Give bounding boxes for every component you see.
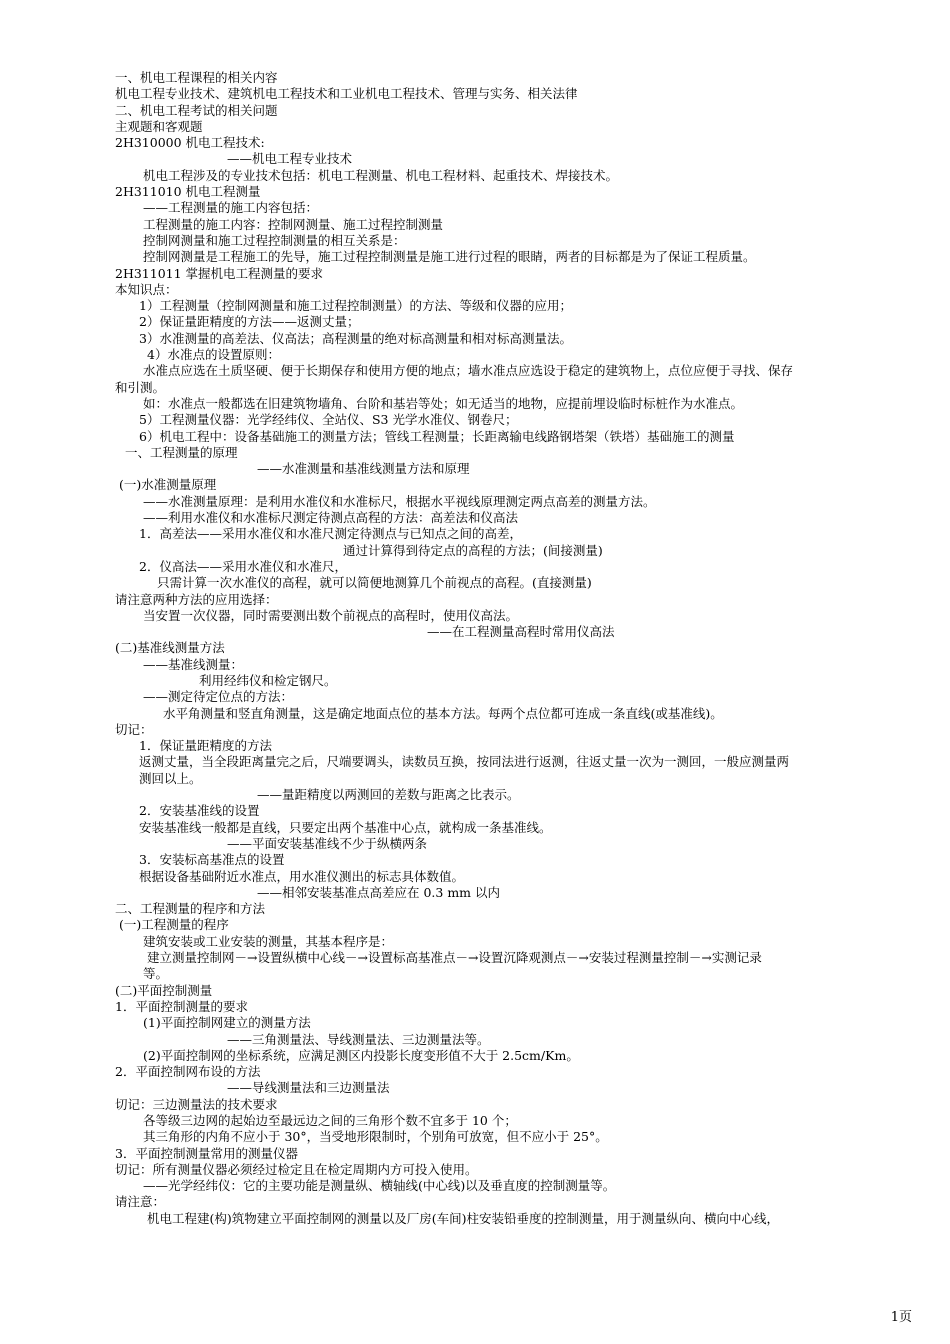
text-line: 机电工程专业技术、建筑机电工程技术和工业机电工程技术、管理与实务、相关法律 bbox=[115, 86, 578, 102]
text-line: 如：水准点一般都选在旧建筑物墙角、台阶和基岩等处；如无适当的地物，应提前埋设临时标桩作为水准点。 bbox=[143, 395, 744, 411]
text-line: 请注意： bbox=[115, 1194, 166, 1210]
text-line: 3．安装标高基准点的设置 bbox=[139, 852, 285, 868]
text-line: ——光学经纬仪：它的主要功能是测量纵、横轴线(中心线)以及垂直度的控制测量等。 bbox=[143, 1178, 616, 1194]
text-line: 二、机电工程考试的相关问题 bbox=[115, 102, 278, 118]
text-line: ——基准线测量： bbox=[143, 656, 244, 672]
text-line: 2．安装基准线的设置 bbox=[139, 803, 260, 819]
text-line: 建筑安装或工业安装的测量，其基本程序是： bbox=[143, 933, 394, 949]
text-line: ——工程测量的施工内容包括： bbox=[143, 200, 319, 216]
text-line: 3．平面控制测量常用的测量仪器 bbox=[115, 1145, 298, 1161]
text-line: 和引测。 bbox=[115, 379, 166, 395]
text-line: (二)基准线测量方法 bbox=[115, 640, 225, 656]
text-line: 二、工程测量的程序和方法 bbox=[115, 901, 266, 917]
text-line: 请注意两种方法的应用选择： bbox=[115, 591, 278, 607]
text-line: 2H310000 机电工程技术: bbox=[115, 135, 265, 151]
text-line: 6）机电工程中：设备基础施工的测量方法；管线工程测量；长距离输电线路钢塔架（铁塔）基础施工的测量 bbox=[139, 428, 735, 444]
text-line: 一、工程测量的原理 bbox=[125, 444, 238, 460]
text-line: 切记：所有测量仪器必须经过检定且在检定周期内方可投入使用。 bbox=[115, 1161, 478, 1177]
text-line: 水准点应选在土质坚硬、便于长期保存和使用方便的地点；墙水准点应选设于稳定的建筑物上，点位应便于寻找、保存 bbox=[143, 363, 794, 379]
text-line: ——利用水准仪和水准标尺测定待测点高程的方法：高差法和仪高法 bbox=[143, 510, 519, 526]
text-line: ——水准测量原理：是利用水准仪和水准标尺，根据水平视线原理测定两点高差的测量方法。 bbox=[143, 493, 656, 509]
text-line: 测回以上。 bbox=[139, 770, 202, 786]
text-line: 5）工程测量仪器：光学经纬仪、全站仪、S3 光学水准仪、钢卷尺； bbox=[139, 412, 518, 428]
text-line: ——相邻安装基准点高差应在 0.3 mm 以内 bbox=[257, 884, 501, 900]
text-line: ——三角测量法、导线测量法、三边测量法等。 bbox=[227, 1031, 490, 1047]
text-line: 1．高差法——采用水准仪和水准尺测定待测点与已知点之间的高差， bbox=[139, 526, 522, 542]
text-line: 等。 bbox=[143, 966, 169, 982]
text-line: 主观题和客观题 bbox=[115, 118, 203, 134]
text-line: 机电工程涉及的专业技术包括：机电工程测量、机电工程材料、起重技术、焊接技术。 bbox=[143, 167, 619, 183]
text-line: 控制网测量是工程施工的先导，施工过程控制测量是施工进行过程的眼睛，两者的目标都是为了保证工程质量。 bbox=[143, 249, 756, 265]
text-line: 2H311011 掌握机电工程测量的要求 bbox=[115, 265, 324, 281]
text-line: ——测定待定位点的方法： bbox=[143, 689, 294, 705]
text-line: ——机电工程专业技术 bbox=[227, 151, 353, 167]
text-line: ——水准测量和基准线测量方法和原理 bbox=[257, 461, 470, 477]
document-body bbox=[115, 70, 895, 1227]
text-line: 2）保证量距精度的方法——返测丈量； bbox=[139, 314, 360, 330]
text-line: 本知识点： bbox=[115, 281, 178, 297]
text-line: 2H311010 机电工程测量 bbox=[115, 184, 261, 200]
text-line: 建立测量控制网－→设置纵横中心线－→设置标高基准点－→设置沉降观测点－→安装过程测量控制－→实测记录 bbox=[147, 950, 762, 966]
text-line: 4）水准点的设置原则： bbox=[147, 347, 280, 363]
text-line: 通过计算得到待定点的高程的方法；(间接测量) bbox=[343, 542, 603, 558]
text-line: 2．平面控制网布设的方法 bbox=[115, 1064, 261, 1080]
text-line: (一)水准测量原理 bbox=[119, 477, 217, 493]
text-line: 机电工程建(构)筑物建立平面控制网的测量以及厂房(车间)柱安装铅垂度的控制测量，用于测量纵向、横向中心线， bbox=[147, 1210, 780, 1226]
text-line: 水平角测量和竖直角测量，这是确定地面点位的基本方法。每两个点位都可连成一条直线(或基准线)。 bbox=[163, 705, 723, 721]
page-number: 1页 bbox=[890, 1310, 912, 1325]
text-line: 当安置一次仪器，同时需要测出数个前视点的高程时，使用仪高法。 bbox=[143, 607, 519, 623]
text-line: 其三角形的内角不应小于 30°，当受地形限制时，个别角可放宽，但不应小于 25°。 bbox=[143, 1129, 608, 1145]
text-line: 控制网测量和施工过程控制测量的相互关系是： bbox=[143, 232, 406, 248]
text-line: 根据设备基础附近水准点，用水准仪测出的标志具体数值。 bbox=[139, 868, 465, 884]
text-line: 工程测量的施工内容：控制网测量、施工过程控制测量 bbox=[143, 216, 444, 232]
text-line: ——在工程测量高程时常用仪高法 bbox=[427, 624, 615, 640]
text-line: ——平面安装基准线不少于纵横两条 bbox=[227, 835, 428, 851]
text-line: ——量距精度以两测回的差数与距离之比表示。 bbox=[257, 787, 520, 803]
text-line: 1）工程测量（控制网测量和施工过程控制测量）的方法、等级和仪器的应用； bbox=[139, 298, 572, 314]
text-line: 利用经纬仪和检定钢尺。 bbox=[199, 672, 337, 688]
text-line: 各等级三边网的起始边至最远边之间的三角形个数不宜多于 10 个； bbox=[143, 1113, 517, 1128]
text-line: (1)平面控制网建立的测量方法 bbox=[143, 1015, 311, 1031]
text-line: 1．平面控制测量的要求 bbox=[115, 998, 248, 1014]
text-line: 一、机电工程课程的相关内容 bbox=[115, 70, 278, 85]
text-line: (2)平面控制网的坐标系统，应满足测区内投影长度变形值不大于 2.5cm/Km。 bbox=[143, 1047, 579, 1063]
text-line: (一)工程测量的程序 bbox=[119, 917, 229, 933]
text-line: 切记：三边测量法的技术要求 bbox=[115, 1096, 278, 1112]
text-line: 返测丈量，当全段距离量完之后，尺端要调头，读数员互换，按同法进行返测，往返丈量一次为一测回，一般应测量两 bbox=[139, 754, 790, 770]
text-line: ——导线测量法和三边测量法 bbox=[227, 1080, 390, 1096]
text-line: (二)平面控制测量 bbox=[115, 982, 213, 998]
text-line: 安装基准线一般都是直线，只要定出两个基准中心点，就构成一条基准线。 bbox=[139, 819, 552, 835]
text-line: 1．保证量距精度的方法 bbox=[139, 738, 272, 754]
text-line: 切记： bbox=[115, 721, 153, 737]
text-line: 3）水准测量的高差法、仪高法；高程测量的绝对标高测量和相对标高测量法。 bbox=[139, 330, 572, 346]
text-line: 2．仪高法——采用水准仪和水准尺， bbox=[139, 558, 347, 574]
text-line: 只需计算一次水准仪的高程，就可以简便地测算几个前视点的高程。(直接测量) bbox=[157, 575, 592, 591]
